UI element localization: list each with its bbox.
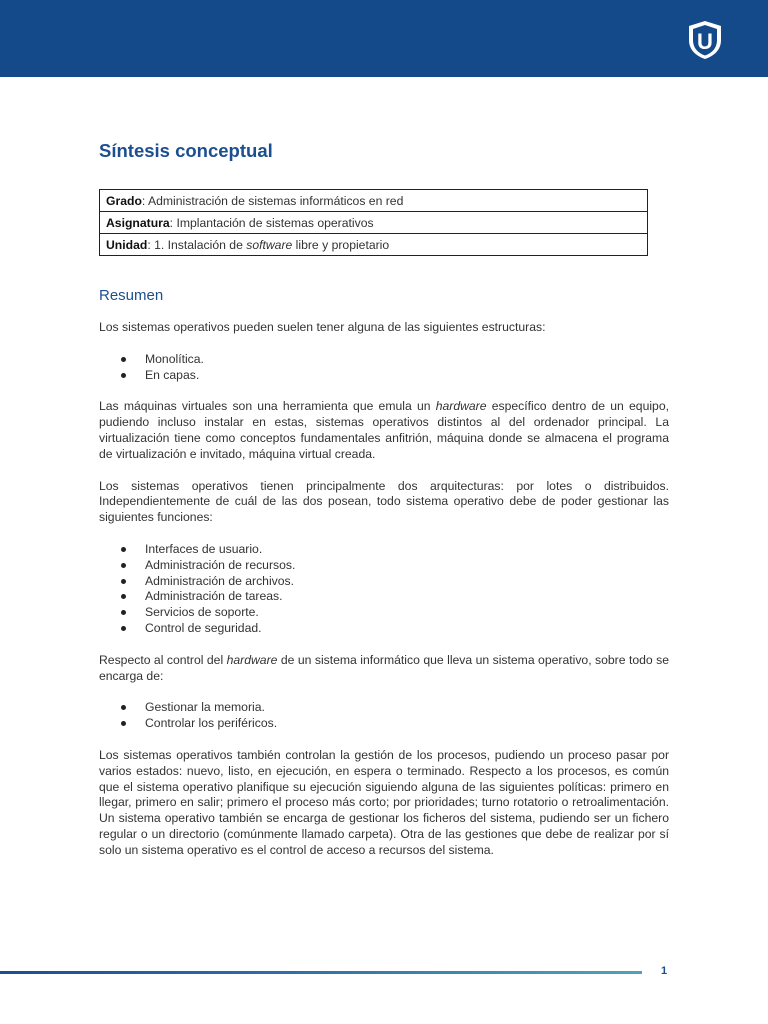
paragraph-hardware-control: [99, 653, 669, 685]
list-item: Controlar los periféricos.: [99, 716, 669, 732]
table-row: [100, 234, 648, 256]
unidad-cell: [100, 234, 648, 256]
list-item: En capas.: [99, 368, 669, 384]
unidad-label: Unidad: [106, 237, 148, 252]
paragraph-structures: Los sistemas operativos pueden suelen tener alguna de las siguientes estructuras:: [99, 320, 546, 334]
grado-cell: [100, 190, 648, 212]
table-row: [100, 212, 648, 234]
section-heading-resumen: Resumen: [99, 287, 164, 304]
page-number: 1: [661, 965, 668, 977]
unidad-value-pre: : 1. Instalación de: [147, 237, 247, 252]
text-segment: específico dentro de un equipo, pudiendo incluso instalar en estas, sistemas operativos distintos al del ordenador principal. La virtualización tiene como conceptos fundamentales anfitrión, máquina donde se almacena el programa de virtualización e invitado, máquina virtual creada.: [99, 399, 669, 461]
list-item: Monolítica.: [99, 352, 669, 368]
info-table: [99, 189, 648, 256]
hardware-tasks-list: [99, 700, 669, 732]
footer-divider: [0, 971, 642, 974]
grado-label: Grado: [106, 193, 142, 208]
structures-list: [99, 352, 669, 384]
unidad-value-em: software: [246, 237, 293, 252]
paragraph-architectures: Los sistemas operativos tienen principalmente dos arquitecturas: por lotes o distribuidos. Independientemente de cuál de las dos posean, todo sistema operativo debe de poder gestionar las siguientes funciones:: [99, 478, 669, 525]
text-emphasis: hardware: [226, 652, 278, 667]
list-item: Gestionar la memoria.: [99, 700, 669, 716]
text-segment: de un sistema informático que lleva un sistema operativo, sobre todo se encarga de:: [99, 652, 669, 683]
text-emphasis: hardware: [435, 399, 487, 414]
paragraph-virtual-machines: [99, 399, 669, 462]
list-item: Administración de recursos.: [99, 558, 669, 574]
summary-content: [99, 320, 669, 875]
text-segment: Las máquinas virtuales son una herramienta que emula un: [99, 399, 436, 414]
list-item: Interfaces de usuario.: [99, 542, 669, 558]
header-bar: [0, 0, 768, 77]
page-title: Síntesis conceptual: [99, 140, 273, 161]
list-item: Servicios de soporte.: [99, 605, 669, 621]
paragraph-processes: Los sistemas operativos también controlan la gestión de los procesos, pudiendo un proceso pasar por varios estados: nuevo, listo, en ejecución, en espera o terminado. Respecto a los procesos, es común que el sistema operativo planifique su ejecución siguiendo alguna de las siguientes políticas: primero en llegar, primero en salir; primero el proceso más corto; por prioridades; turno rotatorio o retroalimentación. Un sistema operativo también se encarga de gestionar los ficheros del sistema, pudiendo ser un fichero regular o un directorio (comúnmente llamado carpeta). Otra de las gestiones que debe de realizar por sí solo un sistema operativo es el control de acceso a recursos del sistema.: [99, 747, 669, 857]
functions-list: [99, 542, 669, 637]
grado-value: : Administración de sistemas informáticos en red: [141, 193, 404, 208]
asignatura-cell: [100, 212, 648, 234]
text-segment: Respecto al control del: [99, 652, 227, 667]
logo-letter: U: [697, 29, 713, 54]
shield-u-icon: [686, 20, 724, 60]
unidad-value-post: libre y propietario: [292, 237, 390, 252]
list-item: Control de seguridad.: [99, 621, 669, 637]
asignatura-value: : Implantación de sistemas operativos: [169, 215, 374, 230]
list-item: Administración de tareas.: [99, 589, 669, 605]
table-row: [100, 190, 648, 212]
list-item: Administración de archivos.: [99, 574, 669, 590]
asignatura-label: Asignatura: [106, 215, 170, 230]
